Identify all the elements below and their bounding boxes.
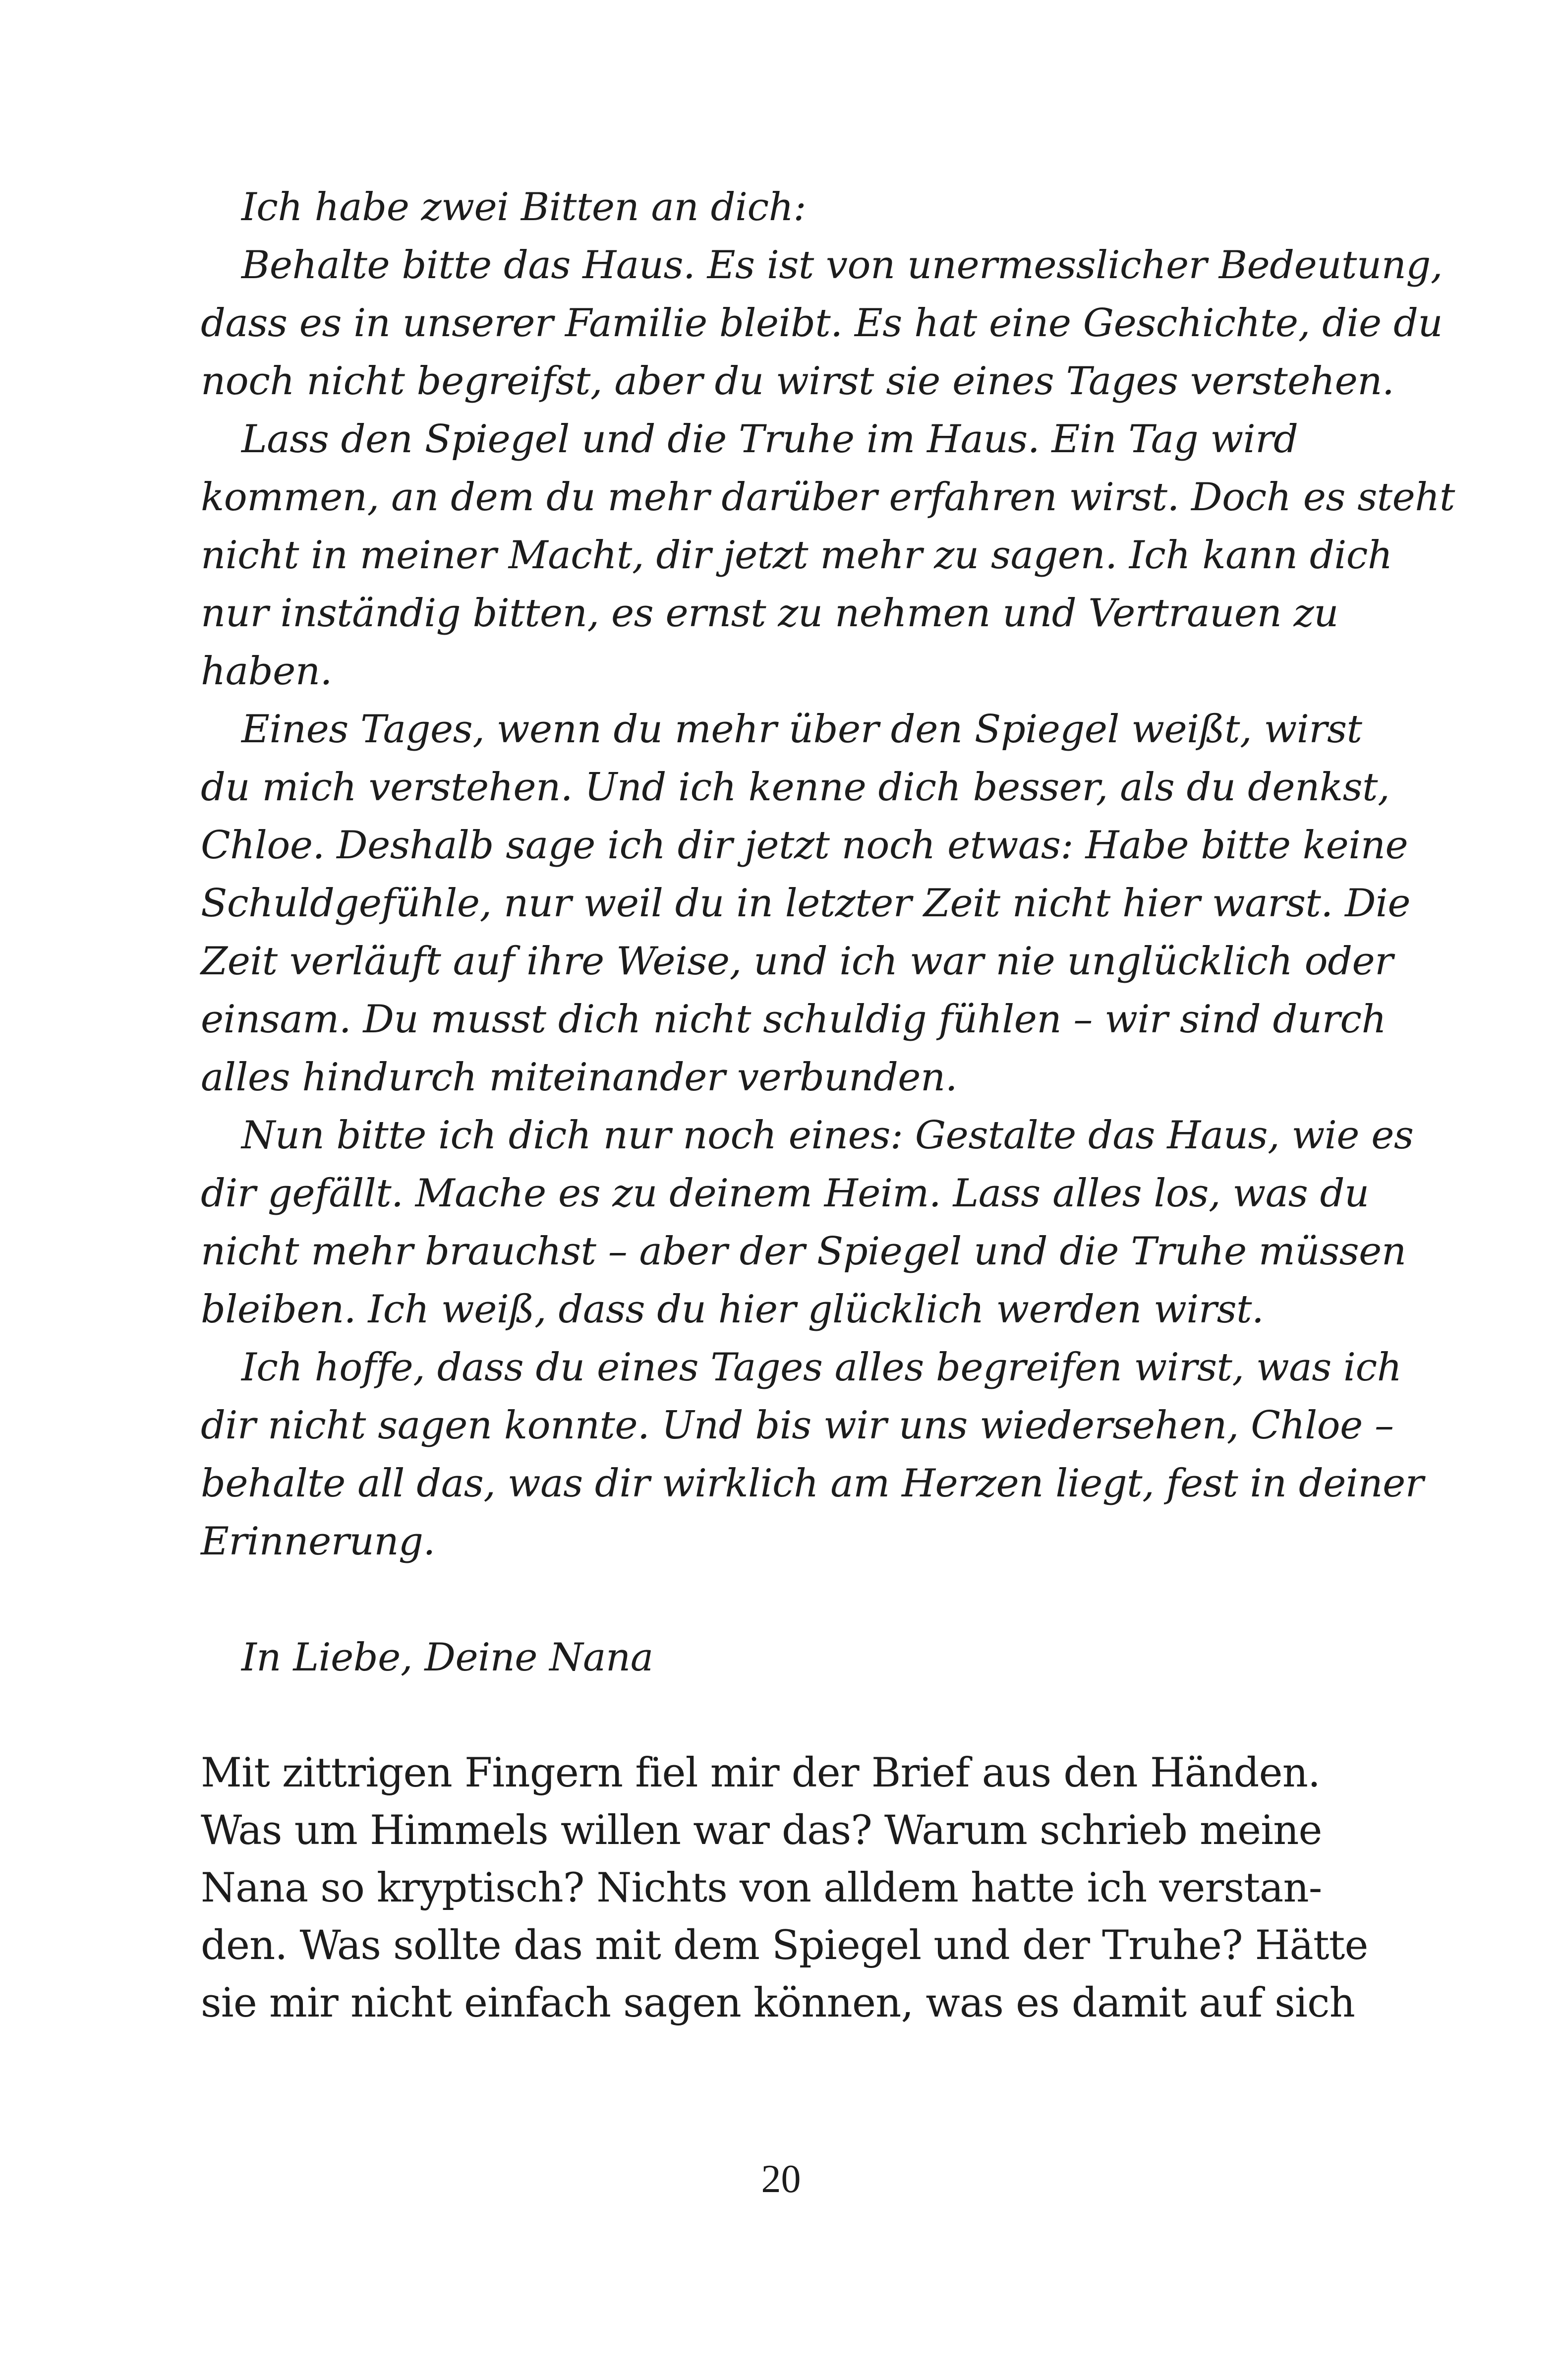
blank-line [201, 1571, 1373, 1629]
letter-text [201, 178, 1455, 1687]
letter-line: dir nicht sagen konnte. Und bis wir uns wiedersehen, Chloe – [201, 1403, 1394, 1448]
letter-line: Nun bitte ich dich nur noch eines: Gestalte das Haus, wie es [241, 1113, 1414, 1158]
letter-signoff: In Liebe, Deine Nana [241, 1635, 653, 1680]
prose-line: den. Was sollte das mit dem Spiegel und der Truhe? Hätte [201, 1922, 1368, 1969]
prose-line: Mit zittrigen Fingern fiel mir der Brief aus den Händen. [201, 1750, 1321, 1796]
letter-line: Lass den Spiegel und die Truhe im Haus. Ein Tag wird [241, 417, 1298, 462]
letter-line: bleiben. Ich weiß, dass du hier glücklich werden wirst. [201, 1287, 1264, 1332]
letter-line: dir gefällt. Mache es zu deinem Heim. Lass alles los, was du [201, 1171, 1369, 1216]
letter-line: nur inständig bitten, es ernst zu nehmen und Vertrauen zu [201, 591, 1338, 636]
letter-line: Chloe. Deshalb sage ich dir jetzt noch etwas: Habe bitte keine [201, 823, 1408, 868]
letter-line: nicht mehr brauchst – aber der Spiegel und die Truhe müssen [201, 1229, 1406, 1274]
letter-opening: Ich habe zwei Bitten an dich: [241, 185, 807, 230]
prose-line: Was um Himmels willen war das? Warum schrieb meine [201, 1807, 1322, 1854]
letter-line: haben. [201, 649, 332, 694]
letter-line: nicht in meiner Macht, dir jetzt mehr zu sagen. Ich kann dich [201, 533, 1392, 578]
letter-line: Behalte bitte das Haus. Es ist von unermesslicher Bedeutung, [241, 243, 1443, 288]
letter-line: behalte all das, was dir wirklich am Herzen liegt, fest in deiner [201, 1461, 1424, 1506]
letter-line: kommen, an dem du mehr darüber erfahren wirst. Doch es steht [201, 475, 1455, 520]
letter-line: alles hindurch miteinander verbunden. [201, 1055, 957, 1100]
prose-line: sie mir nicht einfach sagen können, was es damit auf sich [201, 1980, 1355, 2026]
prose-line: Nana so kryptisch? Nichts von alldem hatte ich verstan- [201, 1865, 1322, 1911]
letter-line: Ich hoffe, dass du eines Tages alles begreifen wirst, was ich [241, 1345, 1402, 1390]
letter-line: Eines Tages, wenn du mehr über den Spiegel weißt, wirst [241, 707, 1362, 752]
letter-line: Zeit verläuft auf ihre Weise, und ich war nie unglücklich oder [201, 939, 1393, 984]
letter-line: Schuldgefühle, nur weil du in letzter Zeit nicht hier warst. Die [201, 881, 1411, 926]
letter-line: noch nicht begreifst, aber du wirst sie eines Tages verstehen. [201, 359, 1394, 404]
page-number: 20 [761, 2157, 801, 2201]
letter-line: einsam. Du musst dich nicht schuldig fühlen – wir sind durch [201, 997, 1387, 1042]
letter-line: Erinnerung. [201, 1519, 435, 1564]
book-page [201, 178, 1455, 2032]
letter-line: dass es in unserer Familie bleibt. Es hat eine Geschichte, die du [201, 301, 1443, 346]
body-text [201, 1744, 1373, 2032]
letter-line: du mich verstehen. Und ich kenne dich besser, als du denkst, [201, 765, 1390, 810]
